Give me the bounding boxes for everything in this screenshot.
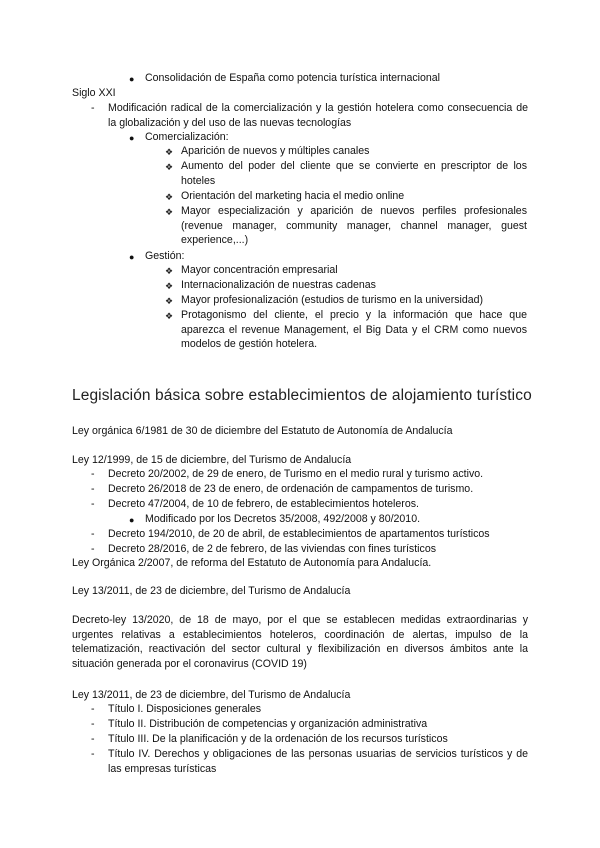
titulo-item: Título I. Disposiciones generales bbox=[108, 703, 262, 715]
diamond-bullet-icon: ❖ bbox=[165, 281, 174, 291]
diamond-bullet-icon: ❖ bbox=[165, 162, 174, 172]
titulo-item: Título III. De la planificación y de la ordenación de los recursos turísticos bbox=[108, 733, 448, 745]
siglo-xx-last-item: Consolidación de España como potencia turística internacional bbox=[145, 72, 441, 84]
siglo-xxi-heading: Siglo XXI bbox=[72, 87, 116, 99]
decree-item: Decreto 47/2004, de 10 de febrero, de establecimientos hoteleros. bbox=[108, 498, 419, 510]
decree-item: Decreto 28/2016, de 2 de febrero, de las viviendas con fines turísticos bbox=[108, 543, 437, 555]
decreto-ley-2020: Decreto-ley 13/2020, de 18 de mayo, por el que se establecen medidas extraordinarias y urgentes relativas a establecimientos hoteleros, coordinación de alertas, impulso de la telematización, reactivación del sector cultural y flexibilización en diversos ámbitos ante la situación generada por el coronavirus (COVID 19) bbox=[72, 614, 528, 670]
decree-item: Decreto 20/2002, de 29 de enero, de Turismo en el medio rural y turismo activo. bbox=[108, 468, 484, 480]
dash-marker: - bbox=[91, 718, 95, 730]
dash-marker: - bbox=[91, 102, 95, 114]
dash-marker: - bbox=[91, 498, 95, 510]
dash-marker: - bbox=[91, 468, 95, 480]
siglo-xxi-modification: Modificación radical de la comercialización y la gestión hotelera como consecuencia de la globalización y del uso de las nuevas tecnologías bbox=[108, 102, 528, 129]
gestion-label: Gestión: bbox=[145, 250, 185, 262]
bullet-dot: ● bbox=[129, 515, 135, 525]
comercializacion-item: Aumento del poder del cliente que se convierte en prescriptor de los hoteles bbox=[181, 160, 527, 187]
titulo-item: Título IV. Derechos y obligaciones de las personas usuarias de servicios turísticos y de las empresas turísticas bbox=[108, 748, 528, 775]
gestion-item: Mayor profesionalización (estudios de turismo en la universidad) bbox=[181, 294, 484, 306]
diamond-bullet-icon: ❖ bbox=[165, 147, 174, 157]
diamond-bullet-icon: ❖ bbox=[165, 192, 174, 202]
comercializacion-label: Comercialización: bbox=[145, 131, 229, 143]
comercializacion-item: Orientación del marketing hacia el medio online bbox=[181, 190, 405, 202]
gestion-item: Internacionalización de nuestras cadenas bbox=[181, 279, 376, 291]
gestion-item: Protagonismo del cliente, el precio y la información que hace que aparezca el revenue Management, el Big Data y el CRM como nuevos modelos de gestión hotelera. bbox=[181, 309, 527, 350]
titulo-item: Título II. Distribución de competencias y organización administrativa bbox=[108, 718, 428, 730]
diamond-bullet-icon: ❖ bbox=[165, 296, 174, 306]
dash-marker: - bbox=[91, 483, 95, 495]
gestion-item: Mayor concentración empresarial bbox=[181, 264, 338, 276]
dash-marker: - bbox=[91, 703, 95, 715]
decree-item: Decreto 194/2010, de 20 de abril, de establecimientos de apartamentos turísticos bbox=[108, 528, 490, 540]
dash-marker: - bbox=[91, 543, 95, 555]
dash-marker: - bbox=[91, 733, 95, 745]
ley-organica-2007: Ley Orgánica 2/2007, de reforma del Estatuto de Autonomía para Andalucía. bbox=[72, 557, 432, 569]
bullet-dot: ● bbox=[129, 133, 135, 143]
decree-modified-note: Modificado por los Decretos 35/2008, 492/2008 y 80/2010. bbox=[145, 513, 421, 525]
ley-13-2011-title: Ley 13/2011, de 23 de diciembre, del Turismo de Andalucía bbox=[72, 585, 351, 597]
decree-item: Decreto 26/2018 de 23 de enero, de ordenación de campamentos de turismo. bbox=[108, 483, 474, 495]
dash-marker: - bbox=[91, 528, 95, 540]
section-title: Legislación básica sobre establecimientos de alojamiento turístico bbox=[72, 387, 532, 404]
ley-12-1999-title: Ley 12/1999, de 15 de diciembre, del Turismo de Andalucía bbox=[72, 454, 352, 466]
ley-organica-1981: Ley orgánica 6/1981 de 30 de diciembre del Estatuto de Autonomía de Andalucía bbox=[72, 425, 453, 437]
diamond-bullet-icon: ❖ bbox=[165, 311, 174, 321]
diamond-bullet-icon: ❖ bbox=[165, 266, 174, 276]
comercializacion-item: Aparición de nuevos y múltiples canales bbox=[181, 145, 370, 157]
dash-marker: - bbox=[91, 748, 95, 760]
bullet-dot: ● bbox=[129, 74, 135, 84]
diamond-bullet-icon: ❖ bbox=[165, 207, 174, 217]
bullet-dot: ● bbox=[129, 252, 135, 262]
comercializacion-item: Mayor especialización y aparición de nuevos perfiles profesionales (revenue manager, community manager, channel manager, guest experience,...) bbox=[181, 205, 527, 246]
ley-13-2011-title: Ley 13/2011, de 23 de diciembre, del Turismo de Andalucía bbox=[72, 689, 351, 701]
